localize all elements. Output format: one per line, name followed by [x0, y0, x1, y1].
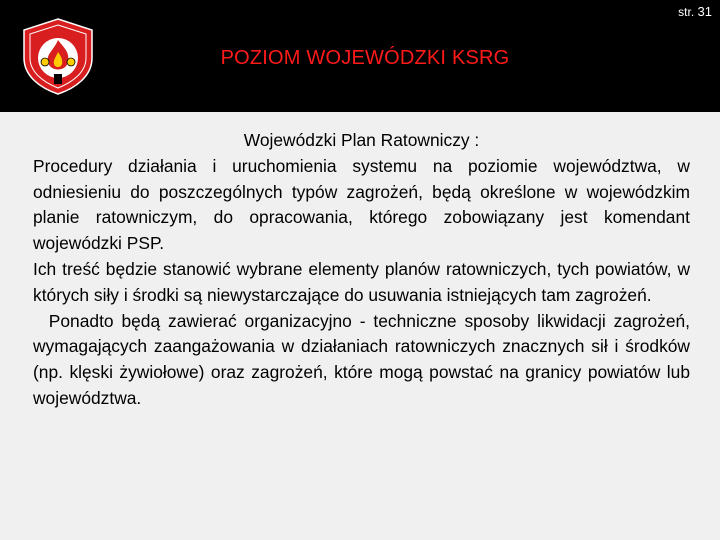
- body-text: [33, 128, 690, 412]
- page-number-value: 31: [697, 4, 712, 19]
- page-label: str.: [678, 5, 695, 19]
- paragraph-3: [33, 309, 690, 412]
- paragraph-3-text: Ponadto będą zawierać organizacyjno - techniczne sposoby likwidacji zagrożeń, wymagających zaangażowania w działaniach ratowniczych znacznych sił i środków (np. klęski żywiołowe) oraz zagrożeń, które mogą powstać na granicy powiatów lub województwa.: [33, 310, 690, 408]
- paragraph-1: Procedury działania i uruchomienia systemu na poziomie województwa, w odniesieniu do poszczególnych typów zagrożeń, będą określone w wojewódzkim planie ratowniczym, do opracowania, którego zobowiązany jest komendant wojewódzki PSP.: [33, 155, 690, 254]
- slide-content: [0, 112, 720, 540]
- slide-title: POZIOM WOJEWÓDZKI KSRG: [220, 47, 510, 69]
- page-number: [678, 6, 712, 18]
- slide-header: [0, 0, 720, 112]
- paragraph-2: Ich treść będzie stanowić wybrane elementy planów ratowniczych, tych powiatów, w których siły i środki są niewystarczające do usuwania istniejących tam zagrożeń.: [33, 258, 690, 305]
- section-subtitle: Wojewódzki Plan Ratowniczy :: [243, 130, 480, 150]
